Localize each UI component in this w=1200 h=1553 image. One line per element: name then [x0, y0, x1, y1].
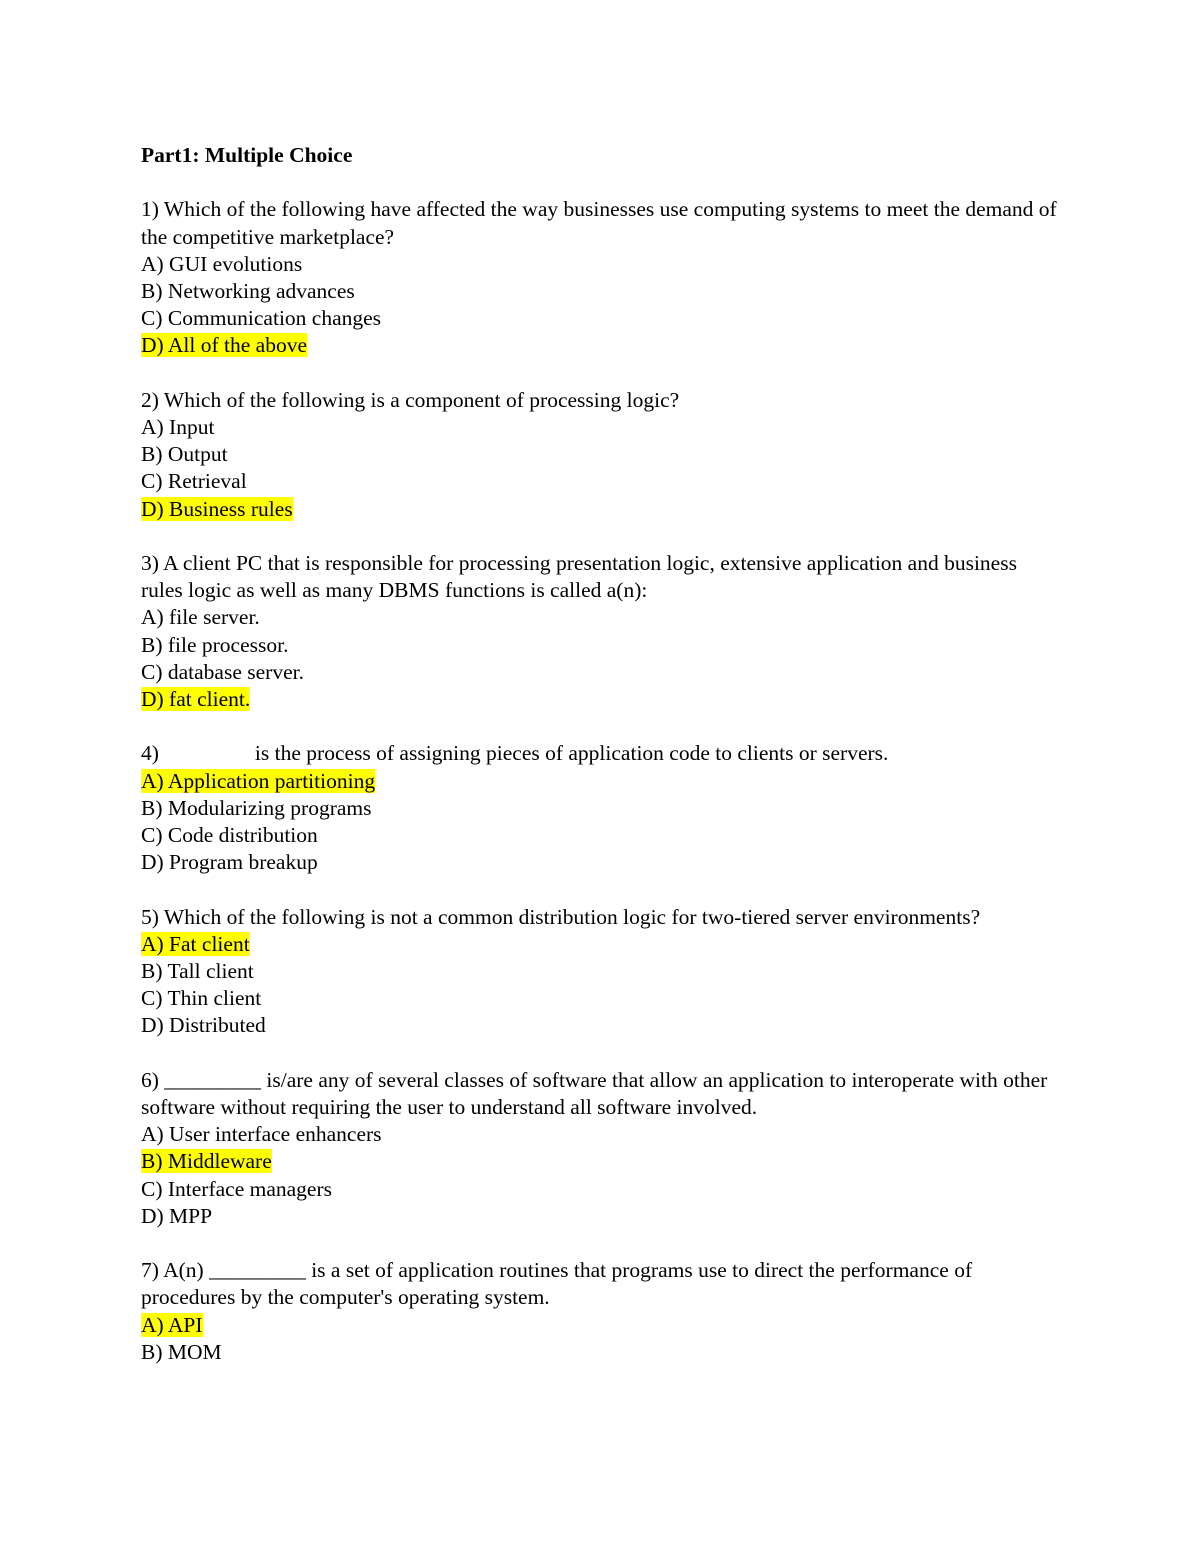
- option-a: [141, 251, 1061, 278]
- option-text: B) Middleware: [141, 1149, 272, 1174]
- option-text: C) Retrieval: [141, 469, 247, 494]
- option-text: D) fat client.: [141, 687, 251, 712]
- option-text: B) Tall client: [141, 959, 254, 984]
- option-text: C) Thin client: [141, 986, 262, 1011]
- option-text: C) Interface managers: [141, 1176, 333, 1201]
- option-a: [141, 1121, 1061, 1148]
- option-text: B) file processor.: [141, 632, 289, 657]
- question-number: 4): [141, 741, 159, 766]
- option-c: [141, 305, 1061, 332]
- question-stem: [141, 740, 1061, 767]
- option-b: [141, 795, 1061, 822]
- option-a-highlighted-answer: [141, 1312, 1061, 1339]
- question-stem: 2) Which of the following is a component of processing logic?: [141, 387, 680, 412]
- option-text: D) Program breakup: [141, 850, 318, 875]
- option-d-highlighted-answer: [141, 686, 1061, 713]
- question-7: [141, 1257, 1061, 1366]
- section-title: Part1: Multiple Choice: [141, 143, 353, 167]
- option-b: [141, 1339, 1061, 1366]
- option-text: A) Input: [141, 415, 215, 439]
- question-stem: 6) _________ is/are any of several classes of software that allow an application to interoperate with other software without requiring the user to understand all software involved.: [141, 1067, 1048, 1120]
- option-text: A) GUI evolutions: [141, 251, 303, 276]
- option-d: [141, 1012, 1061, 1039]
- option-d: [141, 1203, 1061, 1230]
- option-text: D) MPP: [141, 1203, 213, 1228]
- option-a-highlighted-answer: [141, 768, 1061, 795]
- question-stem: 1) Which of the following have affected the way businesses use computing systems to meet the demand of the competitive marketplace?: [141, 197, 1057, 249]
- option-d-highlighted-answer: [141, 496, 1061, 523]
- option-text: B) MOM: [141, 1339, 222, 1364]
- option-text: A) Fat client: [141, 931, 250, 956]
- option-c: [141, 468, 1061, 495]
- option-text: D) Business rules: [141, 496, 293, 521]
- question-5: [141, 904, 1061, 1040]
- document-page: [141, 142, 1061, 1393]
- question-text: is the process of assigning pieces of application code to clients or servers.: [254, 741, 889, 766]
- option-c: [141, 822, 1061, 849]
- option-text: A) User interface enhancers: [141, 1122, 382, 1147]
- option-text: C) Code distribution: [141, 823, 318, 848]
- option-c: [141, 985, 1061, 1012]
- question-stem: 7) A(n) _________ is a set of application routines that programs use to direct the performance of procedures by the computer's operating system.: [141, 1258, 973, 1310]
- option-text: B) Output: [141, 442, 228, 467]
- option-b-highlighted-answer: [141, 1148, 1061, 1175]
- option-a: [141, 604, 1061, 631]
- option-text: D) Distributed: [141, 1013, 266, 1038]
- question-2: [141, 387, 1061, 523]
- option-text: C) database server.: [141, 659, 304, 684]
- option-text: B) Modularizing programs: [141, 795, 372, 820]
- option-d: [141, 849, 1061, 876]
- question-stem: 5) Which of the following is not a common distribution logic for two-tiered server environments?: [141, 904, 981, 929]
- question-4: [141, 740, 1061, 876]
- option-text: D) All of the above: [141, 333, 307, 358]
- option-a-highlighted-answer: [141, 931, 1061, 958]
- option-text: B) Networking advances: [141, 279, 355, 303]
- option-a: [141, 414, 1061, 441]
- option-b: [141, 441, 1061, 468]
- option-text: C) Communication changes: [141, 306, 382, 331]
- option-c: [141, 1176, 1061, 1203]
- option-b: [141, 958, 1061, 985]
- question-stem: 3) A client PC that is responsible for processing presentation logic, extensive application and business rules logic as well as many DBMS functions is called a(n):: [141, 551, 1017, 603]
- option-c: [141, 659, 1061, 686]
- option-b: [141, 278, 1061, 305]
- question-3: [141, 550, 1061, 713]
- question-1: [141, 196, 1061, 359]
- option-text: A) API: [141, 1312, 203, 1337]
- option-text: A) Application partitioning: [141, 768, 376, 793]
- question-6: [141, 1067, 1061, 1230]
- option-d-highlighted-answer: [141, 332, 1061, 359]
- option-text: A) file server.: [141, 605, 260, 630]
- option-b: [141, 632, 1061, 659]
